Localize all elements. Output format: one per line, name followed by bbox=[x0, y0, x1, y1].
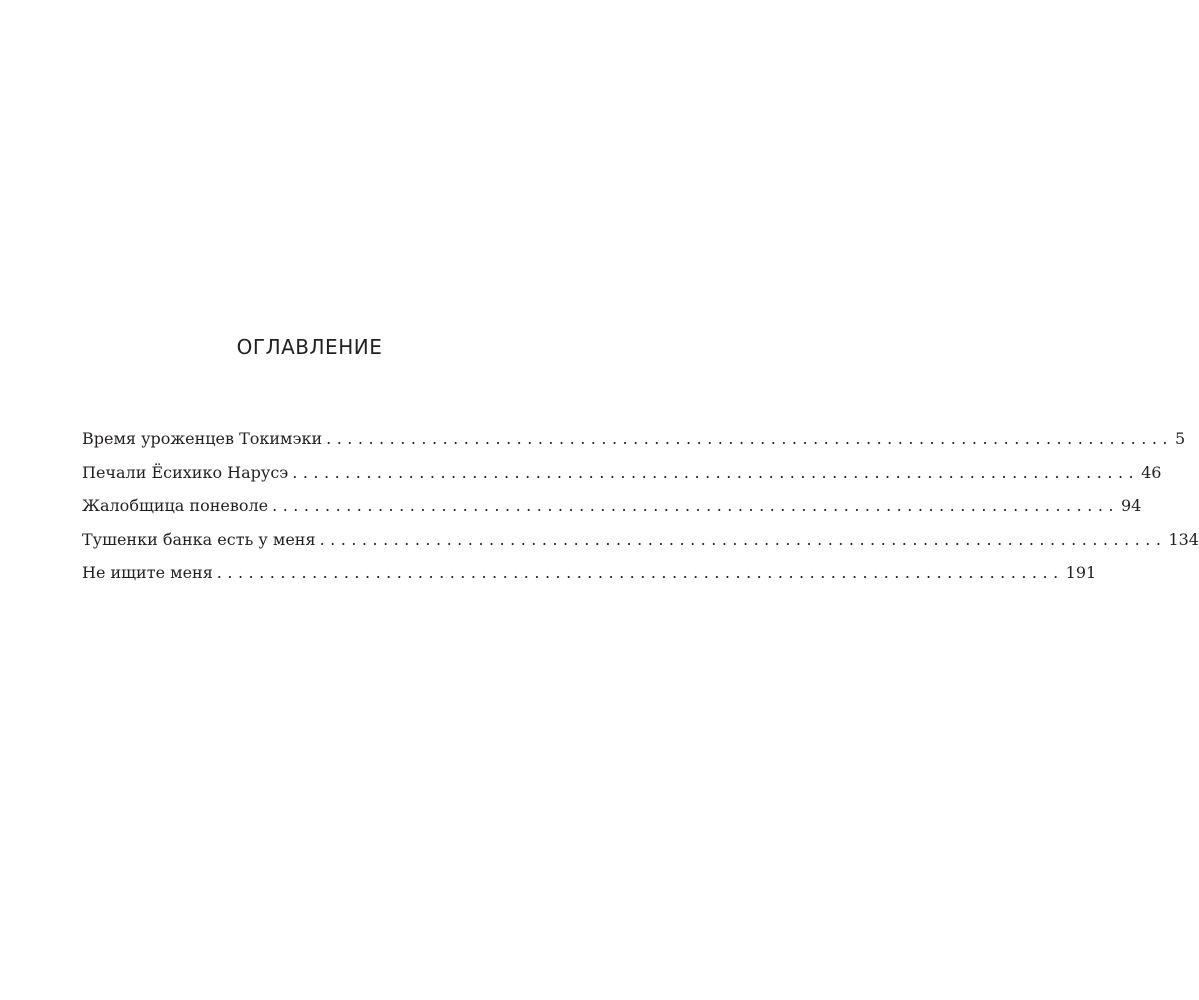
toc-dot-leader: ................................................................................ bbox=[292, 462, 1140, 482]
toc-entry bbox=[82, 425, 1186, 459]
toc-page-number: 5 bbox=[1175, 429, 1186, 448]
toc-page-number: 94 bbox=[1120, 496, 1142, 515]
toc-entry-title: Жалобщица поневоле bbox=[82, 496, 269, 515]
toc-entry-title: Тушенки банка есть у меня bbox=[82, 529, 316, 549]
toc-page-number: 134 bbox=[1168, 529, 1199, 549]
toc-entry bbox=[82, 559, 1097, 593]
toc-dot-leader: ................................................................................ bbox=[272, 496, 1119, 515]
toc-entry bbox=[82, 526, 1199, 560]
toc-dot-leader: ................................................................................ bbox=[326, 429, 1173, 448]
toc-entry-title: Время уроженцев Токимэки bbox=[82, 429, 323, 448]
toc-entry-title: Печали Ёсихико Нарусэ bbox=[82, 462, 289, 482]
toc-dot-leader: ................................................................................ bbox=[319, 529, 1167, 549]
toc-dot-leader: ................................................................................ bbox=[216, 563, 1064, 582]
toc-entry-title: Не ищите меня bbox=[82, 563, 213, 582]
toc-page-number: 191 bbox=[1065, 563, 1097, 582]
toc-page-number: 46 bbox=[1141, 462, 1162, 482]
table-of-contents-heading: ОГЛАВЛЕНИЕ bbox=[236, 335, 383, 359]
toc-entry bbox=[82, 492, 1142, 526]
table-of-contents bbox=[82, 425, 1199, 593]
toc-entry bbox=[82, 459, 1162, 493]
